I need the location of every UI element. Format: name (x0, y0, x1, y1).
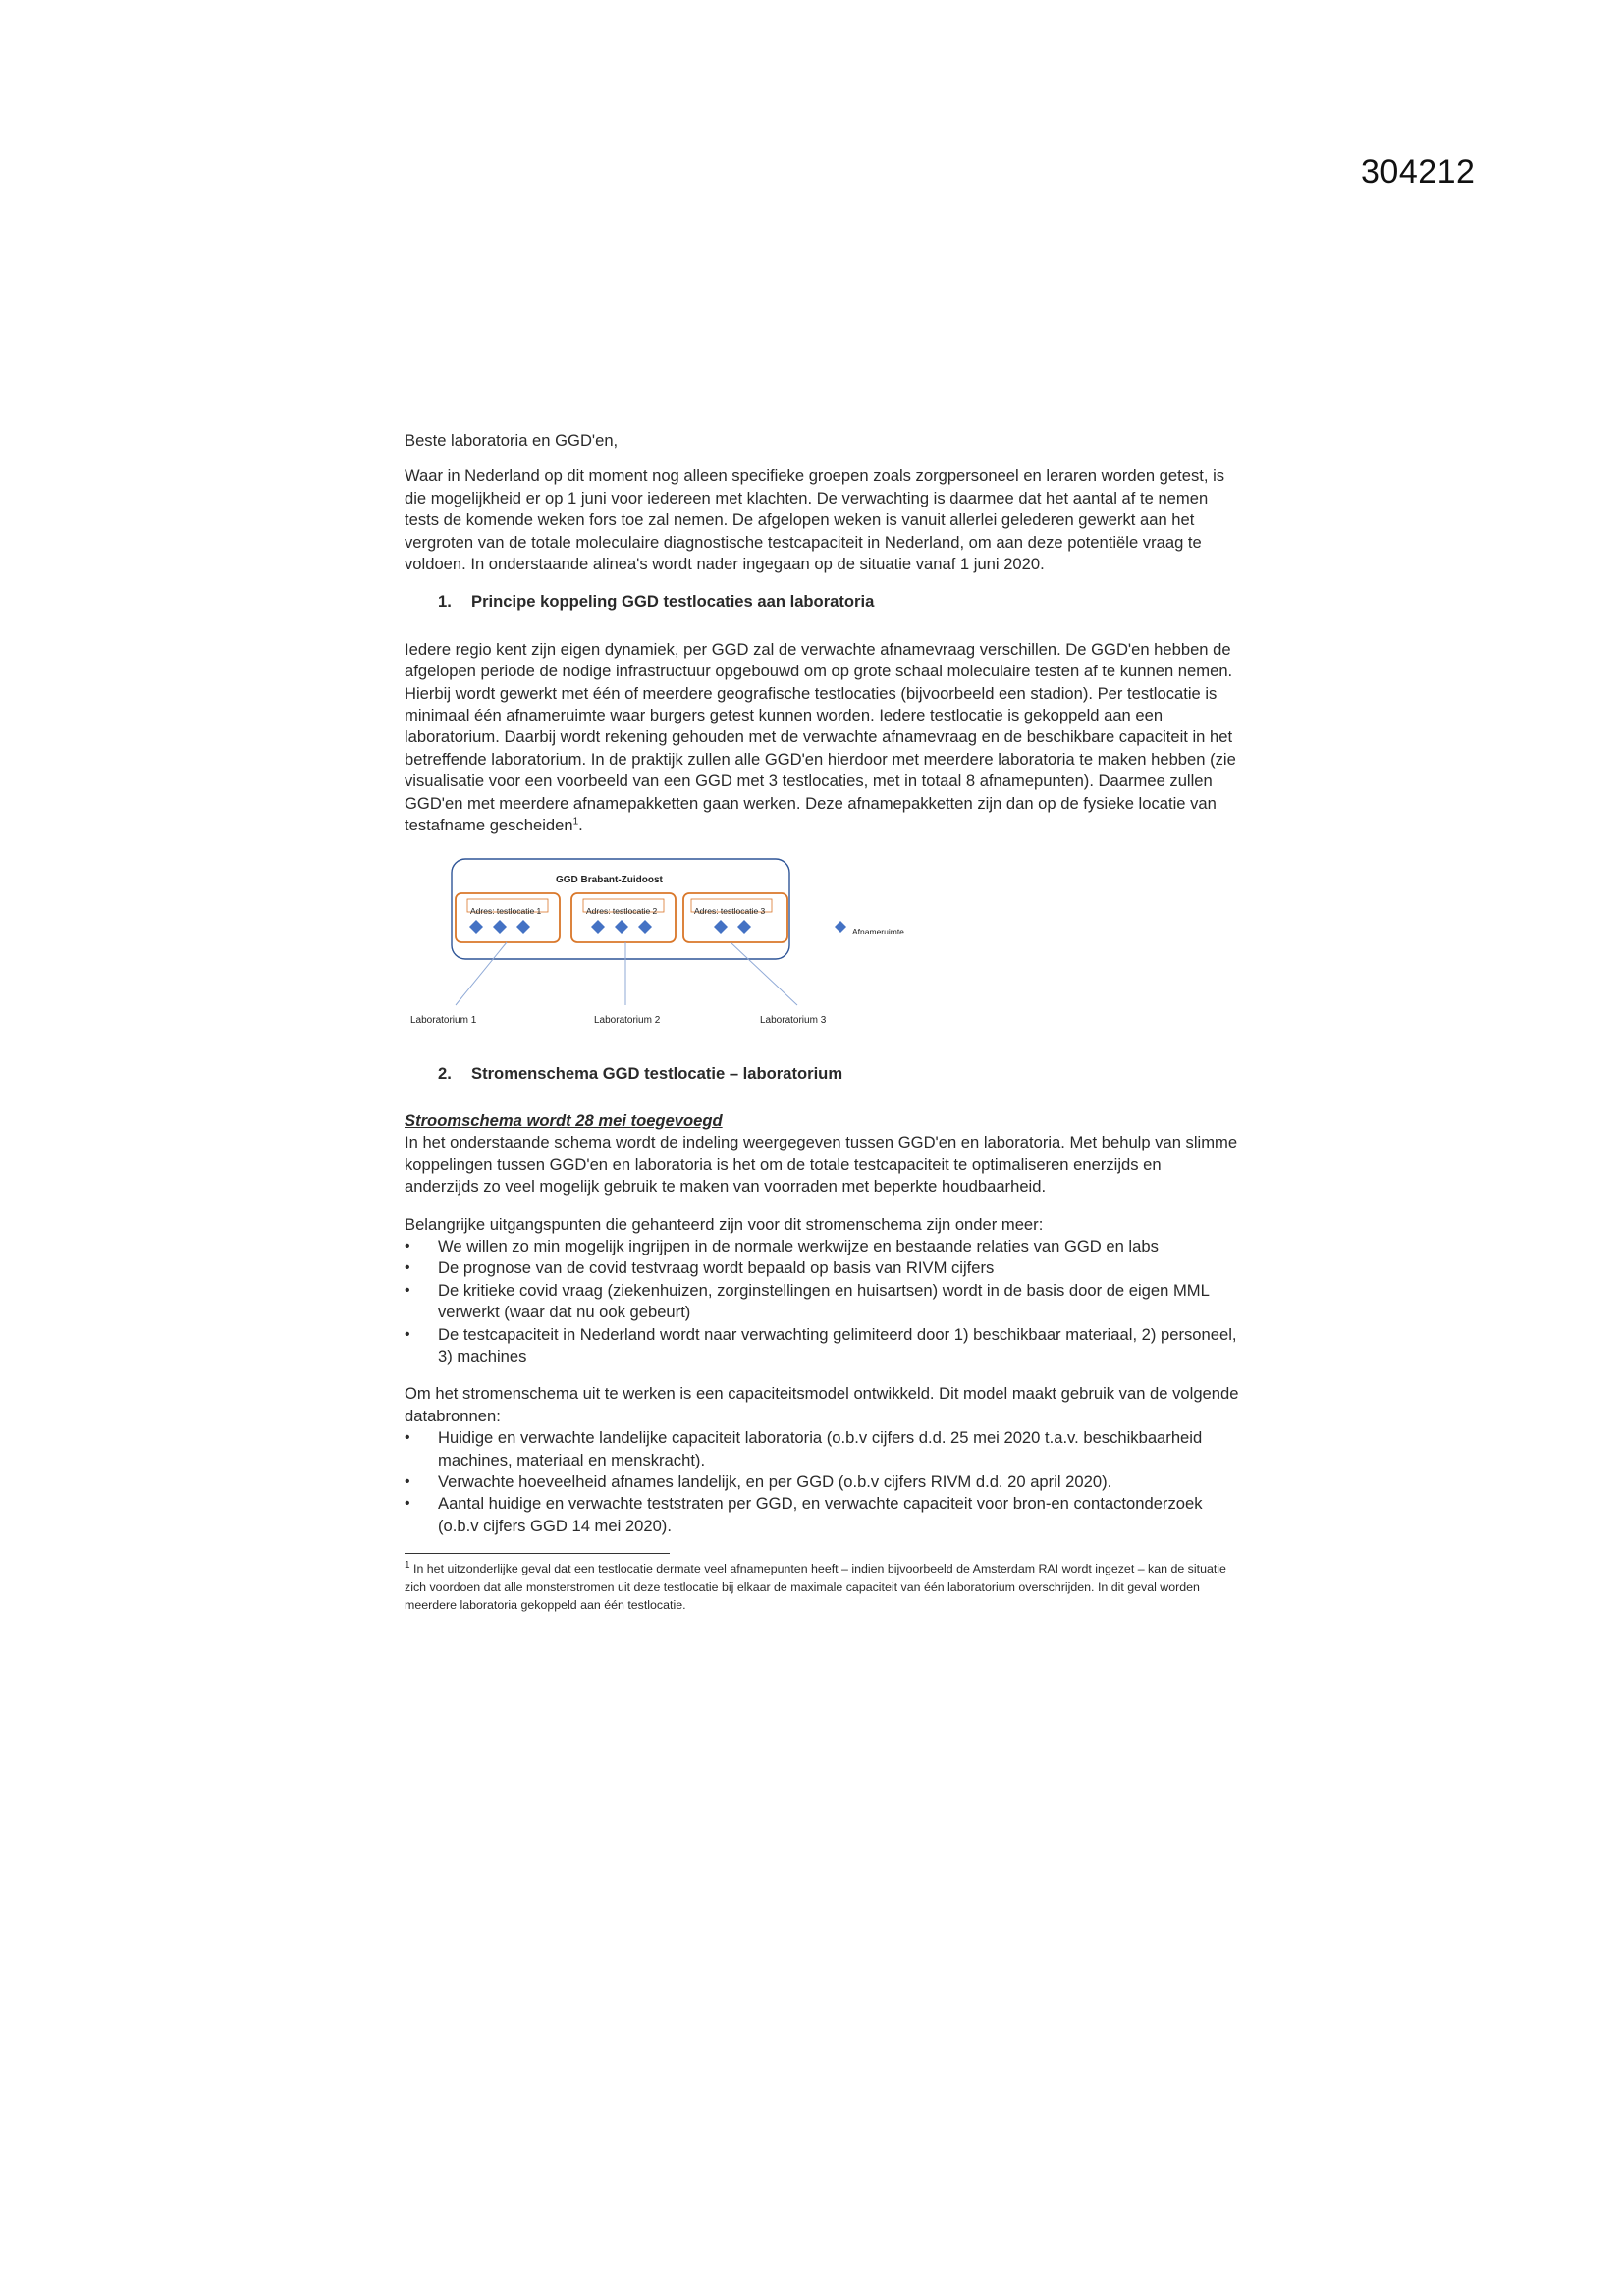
location-2-label: Adres: testlocatie 2 (586, 905, 658, 916)
footnote-number: 1 (405, 1560, 410, 1572)
section-1-text: Iedere regio kent zijn eigen dynamiek, per GGD zal de verwachte afnamevraag verschillen. De GGD'en hebben de afgelopen periode de nodige infrastructuur opgebouwd om op grote schaal moleculaire testen af te kunnen nemen. Hierbij wordt gewerkt met één of meerdere geografische testlocaties (bijvoorbeeld een stadion). Per testlocatie is minimaal één afnameruimte waar burgers getest kunnen worden. Iedere testlocatie is gekoppeld aan een laboratorium. Daarbij wordt rekening gehouden met de verwachte afnamevraag en de beschikbare capaciteit in het betreffende laboratorium. In de praktijk zullen alle GGD'en hierdoor met meerdere laboratoria te maken hebben (zie visualisatie voor een voorbeeld van een GGD met 3 testlocaties, met in totaal 8 afnamepunten). Daarmee zullen GGD'en met meerdere afnamepakketten gaan werken. Deze afnamepakketten zijn dan op de fysieke locatie van testafname gescheiden (405, 639, 1236, 835)
model-intro: Om het stromenschema uit te werken is een capaciteitsmodel ontwikkeld. Dit model maakt gebruik van de volgende databronnen: (405, 1384, 1239, 1425)
list-item: • De prognose van de covid testvraag wordt bepaald op basis van RIVM cijfers (405, 1257, 1239, 1279)
footnote (405, 1560, 1239, 1615)
footnote-reference: 1 (572, 816, 579, 828)
list-item: • Aantal huidige en verwachte teststraten per GGD, en verwachte capaciteit voor bron-en contactonderzoek (o.b.v cijfers GGD 14 mei 2020). (405, 1493, 1239, 1537)
lab-1-label: Laboratorium 1 (410, 1014, 477, 1026)
greeting: Beste laboratoria en GGD'en, (405, 431, 619, 450)
ggd-lab-visualisation (405, 853, 1239, 1040)
ggd-title: GGD Brabant-Zuidoost (556, 874, 663, 885)
section-2-body: In het onderstaande schema wordt de indeling weergegeven tussen GGD'en en laboratoria. Met behulp van slimme koppelingen tussen GGD'en en laboratoria is het om de totale testcapaciteit te optimaliseren enerzijds en anderzijds zo veel mogelijk gebruik te maken van voorraden met beperkte houdbaarheid. (405, 1133, 1238, 1197)
section-1-title: Principe koppeling GGD testlocaties aan laboratoria (471, 592, 875, 612)
principles-intro: Belangrijke uitgangspunten die gehanteerd zijn voor dit stromenschema zijn onder meer: (405, 1214, 1044, 1234)
section-1-body: Iedere regio kent zijn eigen dynamiek, per GGD zal de verwachte afnamevraag verschillen. De GGD'en hebben de afgelopen periode de nodige infrastructuur opgebouwd om op grote schaal moleculaire testen af te kunnen nemen. Hierbij wordt gewerkt met één of meerdere geografische testlocaties (bijvoorbeeld een stadion). Per testlocatie is minimaal één afnameruimte waar burgers getest kunnen worden. Iedere testlocatie is gekoppeld aan een laboratorium. Daarbij wordt rekening gehouden met de verwachte afnamevraag en de beschikbare capaciteit in het betreffende laboratorium. In de praktijk zullen alle GGD'en hierdoor met meerdere laboratoria te maken hebben (zie visualisatie voor een voorbeeld van een GGD met 3 testlocaties, met in totaal 8 afnamepunten). Daarmee zullen GGD'en met meerdere afnamepakketten gaan werken. Deze afnamepakketten zijn dan op de fysieke locatie van testafname gescheiden$^1$. (405, 639, 1236, 835)
data-sources-list (405, 1427, 1239, 1537)
section-2-title: Stromenschema GGD testlocatie – laboratorium (471, 1063, 843, 1083)
legend-label: Afnameruimte (852, 926, 904, 936)
list-item: • De kritieke covid vraag (ziekenhuizen, zorginstellingen en huisartsen) wordt in de basis door de eigen MML verwerkt (waar dat nu ook gebeurt) (405, 1280, 1239, 1324)
list-item: • We willen zo min mogelijk ingrijpen in de normale werkwijze en bestaande relaties van GGD en labs (405, 1236, 1239, 1257)
lab-3-label: Laboratorium 3 (760, 1014, 827, 1026)
link-location-1-lab-1 (456, 942, 507, 1005)
document-number: 304212 (1361, 153, 1476, 190)
section-2-number: 2. (438, 1063, 452, 1083)
list-item: • Verwachte hoeveelheid afnames landelijk, en per GGD (o.b.v cijfers RIVM d.d. 20 april 2020). (405, 1471, 1239, 1493)
section-1-number: 1. (438, 592, 452, 612)
section-2-heading (405, 1063, 1239, 1085)
section-1-heading (405, 591, 1239, 613)
section-2-subheading: Stroomschema wordt 28 mei toegevoegd (405, 1110, 723, 1130)
footnote-divider (405, 1553, 670, 1554)
letter-body (405, 430, 1239, 1615)
location-3-label: Adres: testlocatie 3 (694, 905, 766, 916)
principles-list (405, 1236, 1239, 1367)
location-1-label: Adres: testlocatie 1 (470, 905, 542, 916)
list-item: • Huidige en verwachte landelijke capaciteit laboratoria (o.b.v cijfers d.d. 25 mei 2020 t.a.v. beschikbaarheid machines, materiaal en menskracht). (405, 1427, 1239, 1471)
footnote-text: In het uitzonderlijke geval dat een testlocatie dermate veel afnamepunten heeft – indien bijvoorbeeld de Amsterdam RAI wordt ingezet – kan de situatie zich voordoen dat alle monsterstromen uit deze testlocatie bij elkaar de maximale capaciteit van één laboratorium overschrijden. In dit geval worden meerdere laboratoria gekoppeld aan één testlocatie. (405, 1562, 1226, 1613)
intro-paragraph: Waar in Nederland op dit moment nog alleen specifieke groepen zoals zorgpersoneel en leraren worden getest, is die mogelijkheid er op 1 juni voor iedereen met klachten. De verwachting is daarmee dat het aantal af te nemen tests de komende weken fors toe zal nemen. De afgelopen weken is vanuit allerlei gelederen gewerkt aan het vergroten van de totale moleculaire diagnostische testcapaciteit in Nederland, om aan deze potentiële vraag te voldoen. In onderstaande alinea's wordt nader ingegaan op de situatie vanaf 1 juni 2020. (405, 466, 1225, 574)
lab-2-label: Laboratorium 2 (594, 1014, 661, 1026)
legend-diamond (835, 921, 846, 933)
list-item: • De testcapaciteit in Nederland wordt naar verwachting gelimiteerd door 1) beschikbaar materiaal, 2) personeel, 3) machines (405, 1324, 1239, 1368)
